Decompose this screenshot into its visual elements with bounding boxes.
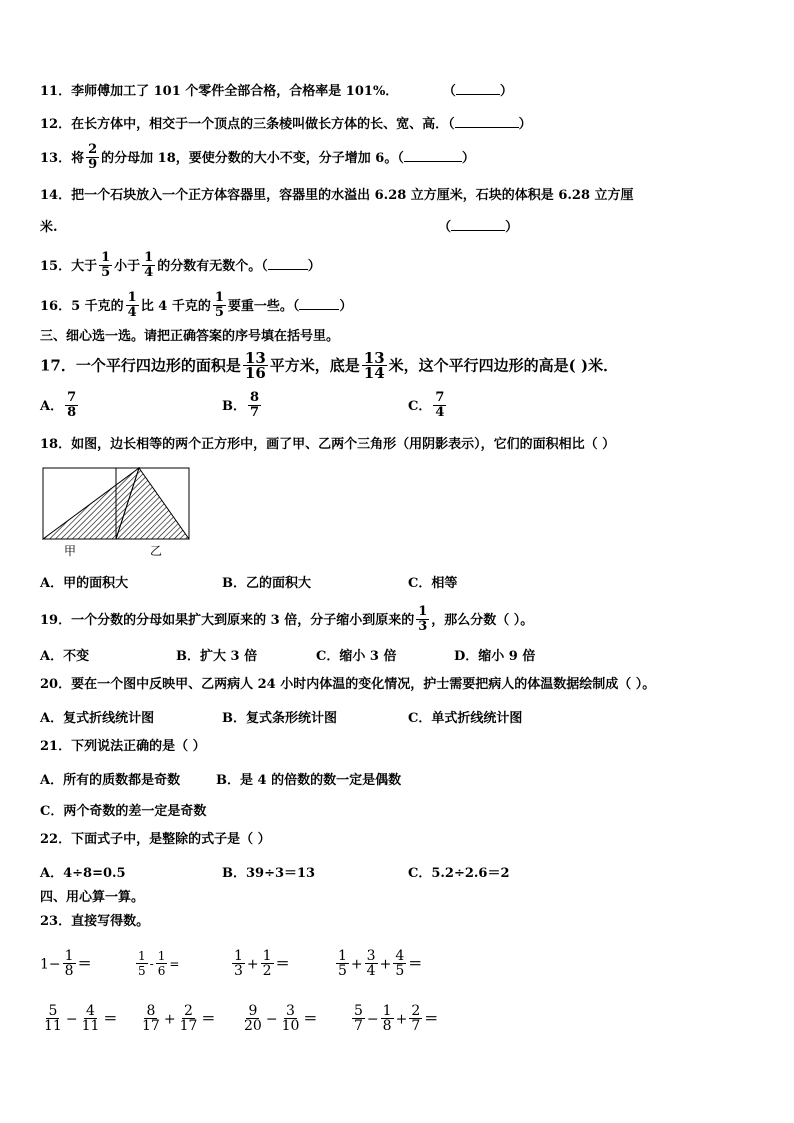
- q21-option-b[interactable]: B．是 4 的倍数的数一定是偶数: [216, 773, 402, 788]
- answer-blank-12[interactable]: [455, 115, 519, 128]
- section-4-heading: 四、用心算一算。: [40, 890, 145, 905]
- section-3-heading: 三、细心选一选。请把正确答案的序号填在括号里。: [40, 329, 340, 344]
- answer-blank-16[interactable]: [299, 297, 339, 310]
- question-18: 18．如图，边长相等的两个正方形中，画了甲、乙两个三角形（用阴影表示），它们的面积相比（ ）: [40, 437, 616, 452]
- q20-option-a[interactable]: A．复式折线统计图: [40, 711, 155, 726]
- question-23: 23．直接写得数。: [40, 914, 150, 929]
- question-11: 11．李师傅加工了 101 个零件全部合格，合格率是 101%． （ ）: [40, 84, 513, 99]
- expr-8: $\frac{5}{7}$ − $\frac{1}{8}$ + $\frac{2}{7}$ ＝: [354, 1003, 439, 1034]
- question-13: 13．将 $\frac{2}{9}$ 的分母加 18，要使分数的大小不变，分子增加 6。（ ）: [40, 142, 475, 172]
- q17-option-a[interactable]: A． $\frac{7}{8}$: [40, 390, 77, 420]
- answer-blank-13[interactable]: [404, 149, 462, 162]
- question-21: 21．下列说法正确的是（ ）: [40, 739, 206, 754]
- question-17: 17．一个平行四边形的面积是 $\frac{13}{16}$ 平方米，底是 $\frac{13}{14}$ 米，这个平行四边形的高是( )米．: [40, 349, 619, 382]
- answer-blank-14[interactable]: [451, 218, 505, 231]
- q19-option-c[interactable]: C．缩小 3 倍: [316, 649, 397, 664]
- q21-option-a[interactable]: A．所有的质数都是奇数: [40, 773, 181, 788]
- q22-option-c[interactable]: C．5.2÷2.6＝2: [408, 866, 510, 881]
- q20-option-b[interactable]: B．复式条形统计图: [222, 711, 337, 726]
- q22-option-a[interactable]: A．4÷8=0.5: [40, 866, 126, 881]
- q17-option-b[interactable]: B． $\frac{8}{7}$: [222, 390, 260, 420]
- fraction: $\frac{1}{4}$: [127, 290, 137, 320]
- question-15: 15．大于 $\frac{1}{5}$ 小于 $\frac{1}{4}$ 的分数有无数个。（ ）: [40, 250, 321, 280]
- expr-3: $\frac{1}{3}$ + $\frac{1}{2}$ ＝: [234, 948, 290, 979]
- q22-option-b[interactable]: B．39÷3＝13: [222, 866, 316, 881]
- q18-option-c[interactable]: C．相等: [408, 576, 458, 591]
- fraction: $\frac{1}{5}$: [214, 290, 224, 320]
- expr-2: $\frac{1}{5}$ - $\frac{1}{6}$ =: [138, 949, 180, 978]
- fraction: $\frac{1}{5}$: [101, 250, 111, 280]
- squares-triangles-figure: [42, 467, 192, 559]
- q19-option-d[interactable]: D．缩小 9 倍: [454, 649, 536, 664]
- question-14-line1: 14．把一个石块放入一个正方体容器里，容器里的水溢出 6.28 立方厘米，石块的体积是 6.28 立方厘: [40, 188, 634, 203]
- q19-option-b[interactable]: B．扩大 3 倍: [176, 649, 258, 664]
- fraction: $\frac{2}{9}$: [88, 142, 98, 172]
- q18-option-b[interactable]: B．乙的面积大: [222, 576, 311, 591]
- question-22: 22．下面式子中，是整除的式子是（ ）: [40, 832, 271, 847]
- q18-option-a[interactable]: A．甲的面积大: [40, 576, 129, 591]
- fraction: $\frac{13}{14}$: [363, 349, 385, 382]
- label-yi: 乙: [150, 544, 163, 558]
- q19-option-a[interactable]: A．不变: [40, 649, 90, 664]
- q17-option-c[interactable]: C． $\frac{7}{4}$: [408, 390, 445, 420]
- q20-option-c[interactable]: C．单式折线统计图: [408, 711, 523, 726]
- expr-1: 1− $\frac{1}{8}$ ＝: [40, 948, 92, 979]
- question-20: 20．要在一个图中反映甲、乙两病人 24 小时内体温的变化情况，护士需要把病人的体温数据绘制成（ ）。: [40, 677, 656, 692]
- fraction: $\frac{1}{3}$: [418, 604, 428, 634]
- question-12: 12．在长方体中，相交于一个顶点的三条棱叫做长方体的长、宽、高．（ ）: [40, 117, 532, 132]
- answer-blank-15[interactable]: [268, 257, 308, 270]
- answer-blank-11[interactable]: [456, 82, 500, 95]
- q21-option-c[interactable]: C．两个奇数的差一定是奇数: [40, 804, 207, 819]
- expr-4: $\frac{1}{5}$ + $\frac{3}{4}$ + $\frac{4}{5}$ ＝: [338, 948, 423, 979]
- question-19: 19．一个分数的分母如果扩大到原来的 3 倍，分子缩小到原来的 $\frac{1}{3}$ ，那么分数（ ）。: [40, 604, 534, 634]
- question-16: 16．5 千克的 $\frac{1}{4}$ 比 4 千克的 $\frac{1}{5}$ 要重一些。（ ）: [40, 290, 353, 320]
- expr-7: $\frac{9}{20}$ − $\frac{3}{10}$ ＝: [244, 1003, 318, 1034]
- fraction: $\frac{1}{4}$: [144, 250, 154, 280]
- expr-6: $\frac{8}{17}$ + $\frac{2}{17}$ ＝: [142, 1003, 216, 1034]
- label-jia: 甲: [64, 544, 77, 558]
- expr-5: $\frac{5}{11}$ − $\frac{4}{11}$ ＝: [44, 1003, 118, 1034]
- fraction: $\frac{13}{16}$: [244, 349, 266, 382]
- question-14-line2: 米. （ ）: [40, 220, 519, 235]
